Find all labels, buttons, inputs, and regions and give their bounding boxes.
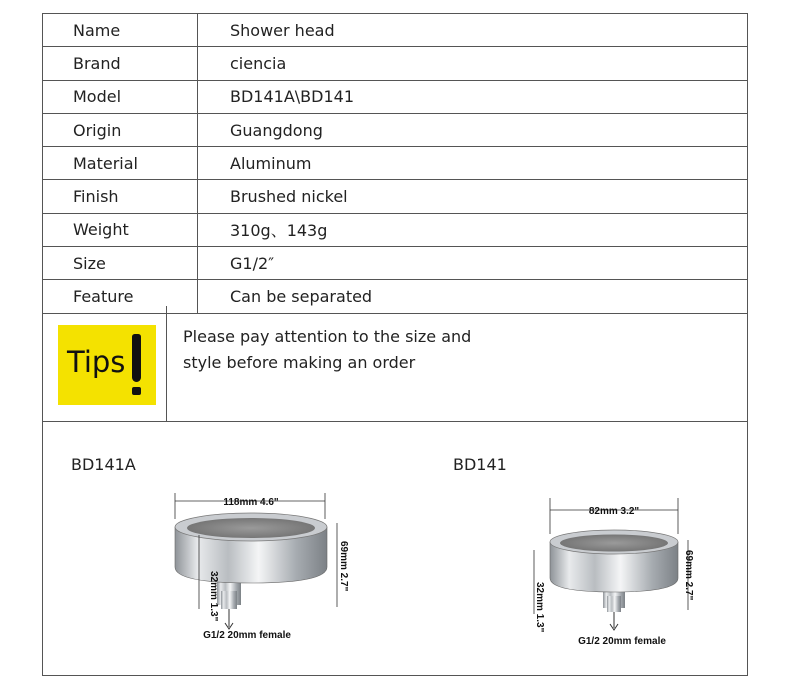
bd141a-dimension-diagram <box>151 479 361 639</box>
table-row <box>43 213 747 246</box>
table-row <box>43 47 747 80</box>
table-row <box>43 180 747 213</box>
tips-badge-text: Tips <box>67 345 126 379</box>
spec-value-size: G1/2″ <box>198 247 748 280</box>
tips-line-1: Please pay attention to the size and <box>183 327 472 346</box>
spec-value-material: Aluminum <box>198 147 748 180</box>
spec-label-size: Size <box>43 247 198 280</box>
spec-value-name: Shower head <box>198 14 748 47</box>
height-dim-label: 69mm 2.7" <box>338 541 349 592</box>
spec-value-model: BD141A\BD141 <box>198 80 748 113</box>
product-model-bd141a: BD141A <box>71 455 136 474</box>
tips-section <box>43 306 747 422</box>
base-dim-label: 32mm 1.3" <box>208 571 219 622</box>
tips-badge-cell <box>43 306 167 421</box>
table-row <box>43 147 747 180</box>
spec-label-feature: Feature <box>43 280 198 313</box>
spec-sheet <box>42 13 748 676</box>
table-row <box>43 247 747 280</box>
tips-message <box>183 324 503 376</box>
fitting <box>221 591 237 609</box>
table-row <box>43 14 747 47</box>
spec-label-origin: Origin <box>43 113 198 146</box>
spec-value-origin: Guangdong <box>198 113 748 146</box>
table-row <box>43 80 747 113</box>
spec-table <box>43 14 747 314</box>
tips-line-2: style before making an order <box>183 353 416 372</box>
table-row <box>43 113 747 146</box>
spec-value-weight: 310g、143g <box>198 213 748 246</box>
height-dim-label: 69mm 2.7" <box>683 550 694 601</box>
product-model-bd141: BD141 <box>453 455 507 474</box>
exclamation-dot-icon <box>132 387 141 395</box>
thread-dim-label: G1/2 20mm female <box>203 630 291 639</box>
spec-label-weight: Weight <box>43 213 198 246</box>
tips-badge <box>58 325 156 405</box>
fitting <box>607 596 621 612</box>
spec-label-name: Name <box>43 14 198 47</box>
spray-face <box>560 535 668 552</box>
spec-value-brand: ciencia <box>198 47 748 80</box>
spec-label-model: Model <box>43 80 198 113</box>
width-dim-label: 118mm 4.6" <box>223 497 279 508</box>
spec-value-finish: Brushed nickel <box>198 180 748 213</box>
base-dim-label: 32mm 1.3" <box>534 582 545 633</box>
spec-label-finish: Finish <box>43 180 198 213</box>
bd141-dimension-diagram <box>488 484 698 644</box>
exclamation-icon <box>132 334 141 382</box>
spec-label-material: Material <box>43 147 198 180</box>
spray-face <box>187 518 315 538</box>
spec-label-brand: Brand <box>43 47 198 80</box>
width-dim-label: 82mm 3.2" <box>588 506 640 517</box>
thread-dim-label: G1/2 20mm female <box>578 636 666 644</box>
spec-value-feature: Can be separated <box>198 280 748 313</box>
